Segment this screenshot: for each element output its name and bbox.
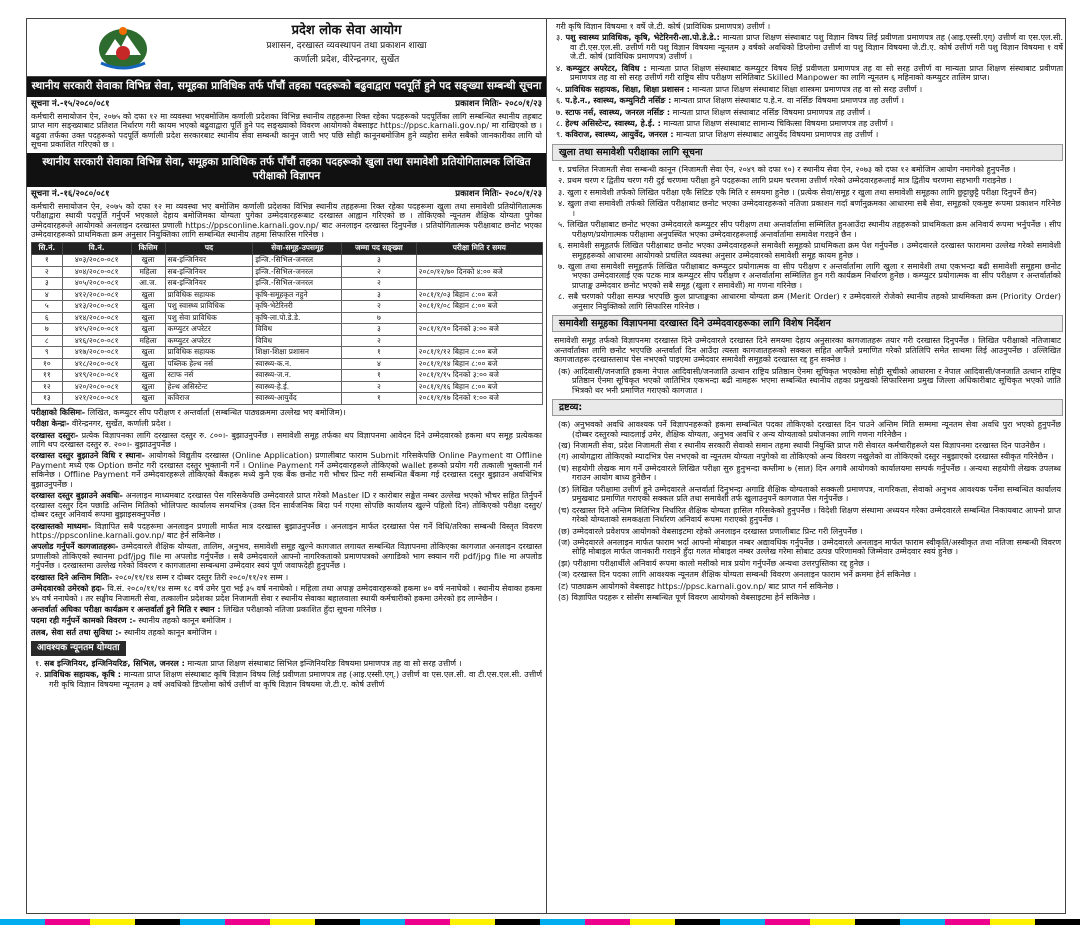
table-cell: ५	[32, 301, 63, 313]
detail-item	[27, 572, 546, 583]
detail-label: परीक्षाको किसिमः-	[31, 407, 86, 417]
detail-text: विज्ञापित सबै पदहरूमा अनलाइन प्रणाली मार्फत मात्र दरखास्त बुझाउनुपर्नेछ । अनलाइन मार्फत दरखास्त पेस गर्ने विधि/तरिका सम्बन्धी विस्तृत विवरण https://ppsconline.karnali.gov.np/ बाट हेर्न सकिनेछ ।	[31, 521, 542, 540]
note-item: (ज) उम्मेदवारले अनलाइन मार्फत फाराम भर्दा आफ्नो मोबाइल नम्बर अद्यावधिक गर्नुपर्नेछ । उम्मेदवारले अनलाइन मार्फत फाराम स्वीकृति/अस्वीकृत तथा नतिजा सम्बन्धी विवरण सोहि मोबाइल मार्फत जानकारी गराइने हुँदा गलत मोबाइल नम्बर उल्लेख गरेमा सोबाट उत्पन्न परिणामको जिम्मेवार उम्मेदवार स्वयं हुनेछ ।	[558, 537, 1061, 557]
table-cell: २	[342, 266, 417, 278]
table-header-cell: परीक्षा मिति र समय	[416, 243, 542, 255]
inclusive-list	[548, 366, 1066, 396]
table-row	[32, 301, 543, 313]
detail-item	[27, 583, 546, 604]
table-cell: शिक्षा-शिक्षा प्रशासन	[253, 347, 342, 359]
table-row	[32, 335, 543, 347]
detail-item	[27, 490, 546, 520]
detail-item	[27, 450, 546, 490]
table-cell: स्वास्थ्य-क.न.	[253, 358, 342, 370]
qualification-label: हेल्थ असिस्टेन्ट, स्वास्थ्य, हे.ई. :	[565, 118, 661, 128]
table-cell: २०८०/१२/७० दिनको ४:०० बजे	[416, 266, 542, 278]
detail-item	[27, 627, 546, 638]
qualification-item	[548, 107, 1066, 118]
detail-item	[27, 521, 546, 542]
qualification-label: प.हे.न., स्वास्थ्य, कम्युनिटी नर्सिङ :	[565, 96, 672, 106]
note-item: (ञ) दरखास्त दिन पदका लागि आवश्यक न्यूनतम शैक्षिक योग्यता सम्बन्धी विवरण अनलाइन फाराम भर्ने क्रममा हेर्न सकिनेछ ।	[558, 570, 917, 580]
table-cell: ४१३/२०८०-०८१	[62, 301, 131, 313]
note-item: (ट) पाठ्यक्रम आयोगको वेबसाइट https://ppsc.karnali.gov.np/ बाट प्राप्त गर्न सकिनेछ ।	[558, 581, 839, 591]
table-row	[32, 278, 543, 290]
table-cell: ४१४/२०८०-०८१	[62, 312, 131, 324]
table-cell: ४१५/२०८०-०८१	[62, 324, 131, 336]
table-cell: पशु सेवा प्राविधिक	[165, 312, 253, 324]
print-color-bar	[0, 919, 1080, 925]
note-item: (झ) परीक्षामा परीक्षार्थीले अनिवार्य रूपमा कालो मसीको मात्र प्रयोग गर्नुपर्नेछ अन्यथा उत्तरपुस्तिका रद्द हुनेछ ।	[558, 558, 870, 568]
qualification-text: मान्यता प्राप्त शिक्षण संस्थाबाट कम्प्युटर विषय लिई प्रवीणता प्रमाणपत्र तह वा सो सरह उत्तीर्ण वा मान्यता प्राप्त शिक्षण संस्थाबाट प्रवीणता प्रमाणपत्र तह वा सो सरह उत्तीर्ण गरी राष्ट्रिय सीप परीक्षण समितिबाट Skilled Manpower का लागि न्यूनतम ६ महिनाको कम्प्युटर तालिम प्राप्त।	[570, 63, 1064, 83]
detail-label: परीक्षा केन्द्रः-	[31, 419, 70, 429]
notice2-meta	[27, 187, 546, 201]
qualification-label: सब इन्जिनियर, इन्जिनियरिङ, सिभिल, जनरल :	[44, 658, 185, 668]
note-item: (ठ) विज्ञापित पदहरू र सोसँग सम्बन्धित पूर्ण विवरण आयोगको वेबसाइटमा हेर्न सकिनेछ ।	[558, 593, 816, 603]
table-cell: ३	[342, 289, 417, 301]
detail-item	[27, 407, 546, 418]
notice2-number: सूचना नं.-१६/२०८०/०८१	[31, 188, 110, 199]
table-cell: स्वास्थ्य-हे.ई.	[253, 381, 342, 393]
notice1-meta	[27, 97, 546, 111]
table-header-cell: किसिम	[131, 243, 165, 255]
table-row	[32, 370, 543, 382]
detail-text: लिखित परीक्षाको नतिजा प्रकाशित हुँदा सूचना गरिनेछ ।	[223, 605, 382, 614]
table-row	[32, 255, 543, 267]
detail-text: स्थानीय तहको कानून बमोजिम ।	[138, 616, 232, 626]
table-cell: ६	[32, 312, 63, 324]
detail-text: स्थानीय तहको कानून बमोजिम ।	[124, 627, 217, 637]
table-header-cell: पद	[165, 243, 253, 255]
table-cell: खुला	[131, 381, 165, 393]
detail-text: लिखित, कम्प्युटर सीप परीक्षण र अन्तर्वार्ता (सम्बन्धित पाठ्यक्रममा उल्लेख भए बमोजिम)।	[87, 407, 346, 417]
table-row	[32, 358, 543, 370]
org-title: प्रदेश लोक सेवा आयोग	[291, 23, 402, 38]
table-cell: २	[342, 335, 417, 347]
qualification-text: मान्यता प्राप्त शिक्षण संस्थाबाट आयुर्वेद विषयमा प्रमाणपत्र तह उत्तीर्ण ।	[676, 130, 879, 140]
table-cell: ४१२/२०८०-०८१	[62, 289, 131, 301]
detail-label: पदमा रही गर्नुपर्ने कामको विवरण :-	[31, 616, 136, 626]
table-header-cell: सेवा-समूह-उपसमूह	[253, 243, 342, 255]
table-cell: ४१६/२०८०-०८१	[62, 335, 131, 347]
table-cell: खुला	[131, 289, 165, 301]
table-row	[32, 312, 543, 324]
inclusive-intro: समावेशी समूह तर्फको विज्ञापनमा दरखास्त दिने उम्मेदवारले दरखास्त दिने समयमा देहाय अनुसारका कागजातहरू तयार गरी दरखास्त दिनुपर्नेछ । लिखित परीक्षाको नतिजाबाट अन्तर्वार्ताका लागि छनोट भएपछि अन्तर्वार्ता दिन आउँदा त्यस्ता कागजातहरूको सक्कल सहित आफैंले प्रमाणित गरेको प्रतिलिपि समेत साथमा लिई आउनुपर्नेछ । उल्लिखित कागजातहरू दरखास्तसाथ पेस नभएको पाइएमा उम्मेदवार समावेशी समूहको दरखास्त रद्द हुन सक्नेछ ।	[554, 336, 1061, 365]
table-cell: कविराज	[165, 393, 253, 405]
table-cell: खुला	[131, 347, 165, 359]
table-cell: ४०४/२०८०-०८१	[62, 266, 131, 278]
table-cell: १०	[32, 358, 63, 370]
table-cell: प्राविधिक सहायक	[165, 347, 253, 359]
table-cell: स्टाफ नर्स	[165, 370, 253, 382]
right-column	[548, 19, 1066, 913]
table-cell: इन्जि.-सिभिल-जनरल	[253, 266, 342, 278]
qualification-number: ९.	[556, 130, 563, 140]
qualification-number: ८.	[556, 118, 563, 128]
qualification-label: पशु स्वास्थ्य प्राविधिक, कृषि, भेटेरिनरी-ला.पो.डे.डे.:	[565, 33, 720, 43]
detail-text: प्रत्येक विज्ञापनका लागि दरखास्त दस्तुर रु. ८००।- बुझाउनुपर्नेछ । समावेशी समूह तर्फका थप विज्ञापनमा आवेदन दिने उम्मेदवारको हकमा थप समूह प्रत्येकका लागि थप दरखास्त दस्तुर रु. २००।- बुझाउनुपर्नेछ ।	[31, 430, 542, 449]
table-row	[32, 393, 543, 405]
open-exam-item: २. प्रथम चरण र द्वितीय चरण गरी दुई चरणमा परीक्षा हुने पदहरूका लागि प्रथम चरणमा उत्तीर्ण गरेको उम्मेदवारहरूलाई मात्र द्वितीय चरणमा सहभागी गराइनेछ ।	[558, 176, 1012, 186]
qualification-text: मान्यता प्राप्त शिक्षण संस्थाबाट कृषि विज्ञान विषय लिई प्रवीणता प्रमाणपत्र तह (आइ.एस्सी.एग्.) उत्तीर्ण वा एस.एल.सी. वा टी.एस.एल.सी. उत्तीर्ण गरी कृषि विज्ञान विषयमा न्यूनतम ३ वर्ष अवधिको डिप्लोमा कोर्ष उत्तीर्ण वा कृषि विज्ञान विषयमा जे.टी.ए. कोर्ष उत्तीर्ण	[49, 670, 543, 689]
note-item: (ख) निजामती सेवा, प्रदेश निजामती सेवा र स्थानीय सरकारी सेवाको समान तहमा स्थायी नियुक्ति प्राप्त गरी सेवारत कर्मचारीहरूले यस विज्ञापनमा दरखास्त दिन पाउनेछैन ।	[558, 441, 1046, 451]
inclusive-item: (क) आदिवासी/जनजाति हकमा नेपाल आदिवासी/जनजाति उत्थान राष्ट्रिय प्रतिष्ठान ऐनमा सूचिकृत भएकोमा सोही सूचीको आधारमा र नेपाल आदिवासी/जनजाति उत्थान राष्ट्रिय प्रतिष्ठान ऐनमा सूचिकृत भएको जातिभित्र एकभन्दा बढी नामहरू भएमा सम्बन्धित स्थानीय तहका प्रमुखको सिफारिसमा प्रमुख जिल्ला अधिकारीबाट सूचिकृत भएको जाति भित्रको थर भनी प्रमाणित गराएको कागजात ।	[558, 366, 1061, 395]
vacancy-table-body	[32, 255, 543, 405]
qualification-item	[27, 669, 546, 690]
table-cell: विविध	[253, 324, 342, 336]
qualification-item	[548, 95, 1066, 106]
table-cell: ८	[32, 335, 63, 347]
table-cell: स्वास्थ्य-ज.न.	[253, 370, 342, 382]
open-exam-item: ४. खुला तथा समावेशी तर्फको लिखित परीक्षाबाट छनोट भएका उम्मेदवारहरूको नतिजा प्रकाशन गर्दा बर्णानुक्रमका आधारमा सबै सेवा, समूहको एकमुष्ट रूपमा प्रकाशन गरिनेछ ।	[558, 199, 1061, 218]
qualification-item	[548, 63, 1066, 84]
qualification-number: ५.	[556, 84, 563, 94]
table-cell: कम्प्युटर अपरेटर	[165, 324, 253, 336]
table-cell: २	[342, 381, 417, 393]
table-cell	[416, 312, 542, 324]
table-row	[32, 347, 543, 359]
table-row	[32, 324, 543, 336]
notice1-number: सूचना नं.-१५/२०८०/०८१	[31, 98, 110, 109]
table-cell: कृषि-समूहकृत नहुने	[253, 289, 342, 301]
table-cell: इन्जि.-सिभिल-जनरल	[253, 255, 342, 267]
table-cell: ३	[32, 278, 63, 290]
table-header-cell: सि.नं.	[32, 243, 63, 255]
table-cell: ३	[342, 255, 417, 267]
qualification-item	[548, 21, 1066, 32]
open-exam-item: १. प्रचलित निजामती सेवा सम्बन्धी कानून (निजामती सेवा ऐन, २०४९ को दफा १०) र स्थानीय सेवा ऐन, २०७३ को दफा १२ बमोजिम आयोग नमागेको हुनुपर्नेछ ।	[558, 165, 1016, 175]
table-cell: १	[342, 393, 417, 405]
notice1-date: प्रकाशन मितिः- २०८०/१/२३	[455, 98, 542, 109]
table-cell: २	[32, 266, 63, 278]
detail-text: उम्मेदवारले शैक्षिक योग्यता, तालिम, अनुभव, समावेशी समूह खुल्ने कागजात लगायत सम्बन्धित विज्ञापनमा तोकिएका कागजात अनलाइन दरखास्त प्रणालीको तोकिएको स्थानमा pdf/jpg file मा अपलोड गर्नुपर्नेछ । सबै उम्मेदवारले आफ्नो नागरिकताको प्रमाणपत्रको अगाडिको भाग स्क्यान गरी pdf/jpg file मा अपलोड गर्नुपर्नेछ । दरखास्तमा उल्लेख गरेको विवरण र कागजातमा सम्बन्धमा उम्मेदवार स्वयं पूर्ण जवाफदेही हुनुपर्नेछ ।	[31, 542, 543, 571]
table-cell: १२	[32, 381, 63, 393]
qualification-item	[548, 118, 1066, 129]
notice1-banner: स्थानीय सरकारी सेवाका विभिन्न सेवा, समूहका प्राविधिक तर्फ पाँचौं तहका पदहरूको बढुवाद्वारा पदपूर्ति हुने पद सङ्ख्या सम्बन्धी सूचना	[27, 77, 546, 97]
details-list	[27, 407, 546, 639]
detail-item	[27, 615, 546, 626]
note-item: (ग) आयोगद्वारा तोकिएको म्यादभित्र पेस नभएको वा न्यूनतम योग्यता नपुगेको वा तोकिएको अन्य विवरण नखुलेको वा तोकिएको दस्तुर नबुझाएको दरखास्त स्वीकृत गरिनेछैन ।	[558, 452, 1054, 462]
notice2-body: कर्मचारी समायोजन ऐन, २०७५ को दफा १२ मा व्यवस्था भए बमोजिम कर्णाली प्रदेशका विभिन्न स्थानीय तहहरूमा रिक्त रहेका पदहरूमा खुला तथा समावेशी प्रतियोगितात्मक परीक्षाद्वारा स्थायी पदपूर्ति गर्नुपर्ने भएकाले देहाय बमोजिमका योग्यता पुगेका उम्मेदवारहरूबाट दरखास्त आह्वान गरिएको छ । तोकिएको न्यूनतम शैक्षिक योग्यता पुगेका उम्मेदवारहरूले आयोगको अनलाइन दरखास्त प्रणाली https://ppsconline.karnali.gov.np/ बाट अनलाइन दरखास्त दिनुपर्नेछ । प्रतियोगितात्मक परीक्षाबाट छनोट भएका उम्मेदवारहरूको प्राथमिकता क्रम अनुसार नियुक्तिका लागि सम्बन्धित स्थानीय तहमा सिफारिस गरिनेछ ।	[31, 201, 542, 240]
table-cell: २०८१/१/१६ बिहान ८:०० बजे	[416, 381, 542, 393]
table-cell: २०८१/१/१० दिनको ३:०० बजे	[416, 324, 542, 336]
qualification-text: मान्यता प्राप्त शिक्षण संस्थाबाट पशु विज्ञान विषय लिई प्रवीणता प्रमाणपत्र तह (आइ.एस्सी.एग्) उत्तीर्ण वा एस.एल.सी. वा टी.एस.एल.सी. उत्तीर्ण गरी पशु विज्ञान विषयमा न्यूनतम ३ वर्षको अवधिको डिप्लोमा उत्तीर्ण वा पशु विज्ञान विषयमा जे.टी.ए. कोर्ष उत्तीर्ण गरी पशु विज्ञान विषयमा १ वर्षे जे.टी. कोर्ष (प्राविधिक प्रमाणपत्र) उत्तीर्ण ।	[570, 33, 1063, 62]
table-cell: पशु स्वास्थ्य प्राविधिक	[165, 301, 253, 313]
table-cell: खुला	[131, 301, 165, 313]
org-branch: प्रशासन, दरखास्त व्यवस्थापन तथा प्रकाशन शाखा	[266, 41, 427, 52]
detail-item	[27, 418, 546, 429]
qualification-text: मान्यता प्राप्त शिक्षण संस्थाबाट सामान्य चिकित्सा विषयमा प्रमाणपत्र तह उत्तीर्ण ।	[663, 118, 894, 128]
table-cell: १	[32, 255, 63, 267]
qualification-label: प्राविधिक सहायक, शिक्षा, शिक्षा प्रशासन :	[565, 84, 690, 94]
table-cell: ४०३/२०८०-०८१	[62, 255, 131, 267]
note-item: (क) अनुभवको अवधि आवश्यक पर्ने विज्ञापनहरूको हकमा सम्बन्धित पदका तोकिएको दरखास्त दिन पाउने अन्तिम मिति सम्ममा न्यूनतम सेवा अवधि पुरा भएको हुनुपर्नेछ (दोब्बर दस्तुरको म्यादलाई उमेर, शैक्षिक योग्यता, अनुभव अवधि र अन्य योग्यताको प्रयोजनका लागि गणना गरिनेछैन ।	[558, 420, 1061, 439]
table-cell: ४	[32, 289, 63, 301]
table-cell	[416, 255, 542, 267]
qualification-number: ३.	[556, 33, 563, 43]
table-cell: महिला	[131, 266, 165, 278]
detail-label: अन्तर्वार्ता अघिका परीक्षा कार्यक्रम र अन्तर्वार्ता हुने मिति र स्थान :	[31, 605, 221, 614]
inclusive-title: समावेशी समूहका विज्ञापनमा दरखास्त दिने उम्मेदवारहरूका लागि विशेष निर्देशन	[552, 315, 1063, 332]
qualification-text: मान्यता प्राप्त शिक्षण संस्थाबाट शिक्षा शास्त्रमा प्रमाणपत्र तह वा सो सरह उत्तीर्ण ।	[692, 84, 923, 94]
table-cell: ११	[32, 370, 63, 382]
table-cell: ४०५/२०८०-०८१	[62, 278, 131, 290]
notice-page	[26, 18, 1066, 914]
table-row	[32, 266, 543, 278]
qualification-label: प्राविधिक सहायक, कृषि :	[44, 670, 122, 680]
qualification-title: आवश्यक न्यूनतम योग्यता	[31, 641, 126, 656]
notice1-body: कर्मचारी समायोजन ऐन, २०७५ को दफा १२ मा व्यवस्था भएबमोजिम कर्णाली प्रदेशका विभिन्न स्थानीय तहहरूमा रिक्त रहेका पदहरूको पदपूर्तिका लागि सम्बन्धित स्थानीय तहबाट प्राप्त माग सङ्ख्याबाट प्रतिशत निर्धारण गरी कायम भएको बढुवाद्वारा पूर्ति हुने पद सङ्ख्याको विवरण आयोगको वेबसाइट https://ppsc.karnali.gov.np/ मा राखिएको छ । बढुवा तर्फका उक्त पदहरूको पदपूर्ति कर्णाली प्रदेश सरकारबाट स्थानीय सेवा सम्बन्धी कानून जारी भए पछि सोही कानूनबमोजिम हुने व्यहोरा समेत सबैको जानकारीका लागि यो सूचना प्रकाशित गरिएको छ ।	[31, 111, 542, 149]
table-cell: कम्प्युटर अपरेटर	[165, 335, 253, 347]
detail-item	[27, 604, 546, 615]
detail-label: दरखास्त दस्तुर बुझाउने अवधिः-	[31, 491, 123, 501]
qualification-label: कविराज, स्वास्थ्य, आयुर्वेद, जनरल :	[565, 130, 674, 140]
table-cell: ९	[32, 347, 63, 359]
table-cell: ४१८/२०८०-०८१	[62, 358, 131, 370]
table-cell: खुला	[131, 312, 165, 324]
nepal-emblem-icon	[97, 25, 149, 71]
table-cell: २	[342, 278, 417, 290]
notice2-date: प्रकाशन मितिः- २०८०/१/२३	[455, 188, 542, 199]
table-header-cell: वि.नं.	[62, 243, 131, 255]
table-cell: २०८१/१/१७ दिनको १:०० बजे	[416, 393, 542, 405]
qualification-item	[27, 658, 546, 669]
table-cell: सब-इन्जिनियर	[165, 278, 253, 290]
detail-text: वीरेन्द्रनगर, सुर्खेत, कर्णाली प्रदेश ।	[71, 419, 172, 429]
open-exam-item: ६. समावेशी समूहतर्फ लिखित परीक्षाबाट छनोट भएका उम्मेदवारहरूले समावेशी समूहको प्राथमिकता क्रम पेश गर्नुपर्नेछ । उम्मेदवारले दरखास्त फाराममा उल्लेख गरेको समावेशी समूहहरूको आधारमा आयोगको प्रचलित व्यवस्था अनुसार उम्मेदवारको समावेशी समूह कायम हुनेछ ।	[558, 241, 1061, 260]
qualification-item	[548, 84, 1066, 95]
table-cell: खुला	[131, 324, 165, 336]
table-row	[32, 289, 543, 301]
left-column	[27, 19, 547, 913]
notice2-banner: स्थानीय सरकारी सेवाका विभिन्न सेवा, समूहका प्राविधिक तर्फ पाँचौं तहका पदहरूको खुला तथा समावेशी प्रतियोगितात्मक लिखित परीक्षाको विज्ञापन	[27, 153, 546, 186]
table-cell: ७	[342, 312, 417, 324]
detail-label: दरखास्त दस्तुर बुझाउने विधि र स्थानः-	[31, 451, 145, 461]
table-cell: २	[342, 301, 417, 313]
detail-text: आयोगको विद्युतीय दरखास्त (Online Application) प्रणालीबाट फाराम Submit गरिसकेपछि Online Payment वा Offline Payment मध्ये एक Option छनोट गरी दरखास्त दस्तुर भुक्तानी गर्ने । Online Payment गर्ने उम्मेदवारहरूले तोकिएको wallet हरूको प्रयोग गरी तत्काली भुक्तानी गर्न सकिनेछ । Offline Payment गर्ने उम्मेदवारहरूले तोकिएको बैंकहरू मध्ये कुनै एक बैंक छनोट गरी भौचर प्रिन्ट गरी सम्बन्धित बैंकमा गई दरखास्त दस्तुर बुझाउन अवधिभित्र बुझाउनुपर्नेछ ।	[31, 451, 543, 489]
qualification-list-continued	[548, 19, 1066, 141]
table-cell: महिला	[131, 335, 165, 347]
qualification-number: ४.	[556, 63, 563, 73]
header	[27, 19, 546, 77]
table-cell: ४१९/२०८०-०८१	[62, 370, 131, 382]
detail-item	[27, 430, 546, 451]
open-exam-item: ७. खुला तथा समावेशी समूहतर्फ लिखित परीक्षाबाट कम्प्युटर प्रयोगात्मक वा सीप परीक्षण र अन्तर्वार्तामा लागि खुला र समावेशी तथा एकभन्दा बढी समावेशी समूहमा छनोट भएका उम्मेदवारलाई एक पटक मात्र कम्प्युटर सीप परीक्षण र अन्तर्वार्तामा सम्मिलित हुन गरी कार्यक्रम निर्धारण हुनेछ । कम्प्युटर प्रयोगात्मक वा सीप परीक्षण र अन्तर्वार्ताको प्राप्ताङ्क उम्मेदवार छनोट भएको सबै समूह (खुला र समावेशी) मा गणना गरिनेछ ।	[558, 261, 1061, 290]
table-cell: १	[342, 347, 417, 359]
table-cell: स्वास्थ्य-आयुर्वेद	[253, 393, 342, 405]
table-header-cell: जम्मा पद सङ्ख्या	[342, 243, 417, 255]
table-cell: २०८१/१/०३ बिहान ८:०० बजे	[416, 289, 542, 301]
table-cell: २०८१/१/१२ बिहान ८:०० बजे	[416, 347, 542, 359]
table-cell: १३	[32, 393, 63, 405]
detail-label: दरखास्त दिने अन्तिम मितिः-	[31, 572, 113, 582]
table-cell	[416, 278, 542, 290]
table-cell: खुला	[131, 358, 165, 370]
table-cell	[416, 335, 542, 347]
table-cell: कृषि-ला.पो.डे.डे.	[253, 312, 342, 324]
qualification-text: मान्यता प्राप्त शिक्षण संस्थाबाट प.हे.न. वा नर्सिङ विषयमा प्रमाणपत्र तह उत्तीर्ण ।	[673, 96, 905, 106]
qualification-text: मान्यता प्राप्त शिक्षण संस्थाबाट नर्सिङ विषयमा प्रमाणपत्र तह उत्तीर्ण ।	[672, 107, 871, 117]
detail-text: २०८०/११/१४ सम्म र दोब्बर दस्तुर तिरी २०८०/११/२१ सम्म ।	[114, 572, 289, 582]
qualification-label: कम्प्युटर अपरेटर, विविध :	[566, 63, 647, 73]
qualification-label: स्टाफ नर्स, स्वास्थ्य, जनरल नर्सिङ :	[565, 107, 671, 117]
table-row	[32, 381, 543, 393]
qualification-number: ६.	[556, 96, 563, 106]
detail-label: तलब, सेवा सर्त तथा सुविधा :-	[31, 627, 122, 637]
qualification-text: मान्यता प्राप्त शिक्षण संस्थाबाट सिभिल इन्जिनियरिङ विषयमा प्रमाणपत्र तह वा सो सरह उत्तीर्ण ।	[187, 658, 462, 668]
table-cell: सब-इन्जिनियर	[165, 266, 253, 278]
table-cell: कृषि-भेटेरिनरी	[253, 301, 342, 313]
detail-label: उम्मेदवारको उमेरको हदः-	[31, 584, 105, 594]
table-cell: विविध	[253, 335, 342, 347]
table-cell: १	[342, 370, 417, 382]
table-cell: खुला	[131, 255, 165, 267]
table-cell: ७	[32, 324, 63, 336]
note-item: (ङ) लिखित परीक्षामा उत्तीर्ण हुने उम्मेदवारले अन्तर्वार्ता दिनुभन्दा अगाडि शैक्षिक योग्यताको सक्कली प्रमाणपत्र, नागरिकता, सेवाको अनुभव आवश्यक पर्नेमा सम्बन्धित कार्यालय प्रमुखबाट प्रमाणित गराएको सक्कल प्रति तथा समावेशी तर्फ खुलाउनुपर्ने कागजात पेस गर्नुपर्नेछ ।	[558, 484, 1061, 504]
qualification-item	[548, 129, 1066, 140]
detail-text: वि.सं. २०८०/११/१४ सम्म १८ वर्ष उमेर पुरा भई ३५ वर्ष ननाघेको । महिला तथा अपाङ्ग उम्मेदवारहरूको हकमा ४० वर्ष ननाघेको । स्थानीय सेवाका हकमा ४५ वर्ष ननाघेको । तर सङ्घीय निजामती सेवा, तत्कालीन प्रदेशका प्रदेश निजामती सेवा र स्थानीय सेवाका बहालवाला स्थायी कर्मचारीको हकमा उमेरको हद लाग्नेछैन ।	[31, 584, 542, 603]
table-cell: २०८१/१/०८ बिहान ८:०० बजे	[416, 301, 542, 313]
notes-list	[548, 419, 1066, 603]
detail-label: दरखास्तको माध्यमः-	[31, 521, 92, 531]
table-cell: हेल्थ असिस्टेन्ट	[165, 381, 253, 393]
table-cell: पब्लिक हेल्थ नर्स	[165, 358, 253, 370]
qualification-item	[548, 32, 1066, 62]
org-address: कर्णाली प्रदेश, वीरेन्द्रनगर, सुर्खेत	[293, 54, 400, 65]
detail-text: अनलाइन माध्यमबाट दरखास्त पेस गरिसकेपछि उम्मेदवारले प्राप्त गरेको Master ID र कारोबार सङ्केत नम्बर उल्लेख भएको भौचर सहित तिर्नुपर्ने दरखास्त दस्तुर दिन पछाडि अन्तिम मितिको भोलिपल्ट कार्यालय समयभित्र (उक्त दिन सार्वजनिक बिदा पर्न गएमा सोपछि कार्यालय खुल्ने पहिलो दिन) तोकिएको परीक्षा दस्तुर/दोब्बर दस्तुर अनिवार्य रूपमा बुझाइसक्नुपर्नेछ ।	[31, 491, 542, 520]
table-cell: खुला	[131, 393, 165, 405]
qualification-list	[27, 658, 546, 690]
open-exam-item: ३. खुला र समावेशी तर्फको लिखित परीक्षा एकै सिटिङ एकै मिति र समयमा हुनेछ । (प्रत्येक सेवा/समूह र खुला तथा समावेशी समूहका लागि छुट्टाछुट्टै परीक्षा दिनुपर्ने छैन)	[558, 187, 1037, 197]
open-exam-title: खुला तथा समावेशी परीक्षाका लागि सूचना	[552, 144, 1063, 161]
qualification-text: गरी कृषि विज्ञान विषयमा १ वर्षे जे.टी. कोर्ष (प्राविधिक प्रमाणपत्र) उत्तीर्ण ।	[556, 22, 771, 31]
detail-item	[27, 541, 546, 571]
detail-label: अपलोड गर्नुपर्ने कागजातहरूः-	[31, 542, 119, 552]
qualification-number: २.	[35, 670, 42, 680]
open-exam-item: ८. सबै चरणको परीक्षा सम्पन्न भएपछि कुल प्राप्ताङ्कका आधारमा योग्यता क्रम (Merit Order) र उम्मेदवारले रोजेको स्थानीय तहको प्राथमिकता क्रम (Priority Order) अनुसार नियुक्तिको लागि सिफारिस गरिनेछ ।	[558, 292, 1061, 311]
qualification-number: १.	[35, 658, 42, 668]
qualification-number: ७.	[556, 107, 563, 117]
table-cell: सब-इन्जिनियर	[165, 255, 253, 267]
table-cell: ३	[342, 324, 417, 336]
detail-label: दरखास्त दस्तुरः-	[31, 430, 79, 440]
note-item: (च) दरखास्त दिने अन्तिम मितिभित्र निर्धारित शैक्षिक योग्यता हासिल गरिसकेको हुनुपर्नेछ । विदेशी शिक्षण संस्थामा अध्ययन गरेका उम्मेदवारले सम्बन्धित निकायबाट आफ्नो प्राप्त गरेको योग्यताको समकक्षता निर्धारण अनिवार्य रूपमा गराएको हुनुपर्नेछ ।	[558, 505, 1061, 525]
table-cell: इन्जि.-सिभिल-जनरल	[253, 278, 342, 290]
table-cell: २०८१/१/१५ दिनको ३:०० बजे	[416, 370, 542, 382]
notes-title: द्रष्टव्य:	[552, 399, 1063, 416]
vacancy-table	[31, 242, 543, 404]
table-cell: ४१७/२०८०-०८१	[62, 347, 131, 359]
table-cell: आ.ज.	[131, 278, 165, 290]
open-exam-list	[548, 164, 1066, 312]
note-item: (घ) सहयोगी लेखक माग गर्ने उम्मेदवारले लिखित परीक्षा सुरु हुनुभन्दा कम्तीमा ७ (सात) दिन अगावै आयोगको कार्यालयमा सम्पर्क गर्नुपर्नेछ । अन्यथा सहयोगी लेखक उपलब्ध गराउन आयोग बाध्य हुनेछैन ।	[558, 463, 1061, 483]
table-cell: ४२०/२०८०-०८१	[62, 381, 131, 393]
note-item: (छ) उम्मेदवारले प्रवेशपत्र आयोगको वेबसाइटमा रहेको अनलाइन दरखास्त प्रणालीबाट प्रिन्ट गरी लिनुपर्नेछ ।	[558, 526, 863, 536]
table-cell: २०८१/१/१४ बिहान ८:०० बजे	[416, 358, 542, 370]
table-cell: ४२१/२०८०-०८१	[62, 393, 131, 405]
table-cell: ४	[342, 358, 417, 370]
open-exam-item: ५. लिखित परीक्षाबाट छनोट भएका उम्मेदवारले कम्प्युटर सीप परीक्षण तथा अन्तर्वार्तामा सम्मिलित हुनआउँदा स्थानीय तहहरूको प्राथमिकता क्रम अनिवार्य रूपमा भर्नुपर्नेछ । सीप परीक्षण/प्रयोगात्मक परीक्षामा अनुपस्थित भएका उम्मेदवारहरूलाई अन्तर्वार्तामा समावेश गराइने छैन ।	[558, 220, 1061, 239]
vacancy-table-header	[32, 243, 543, 255]
table-cell: खुला	[131, 370, 165, 382]
table-cell: प्राविधिक सहायक	[165, 289, 253, 301]
